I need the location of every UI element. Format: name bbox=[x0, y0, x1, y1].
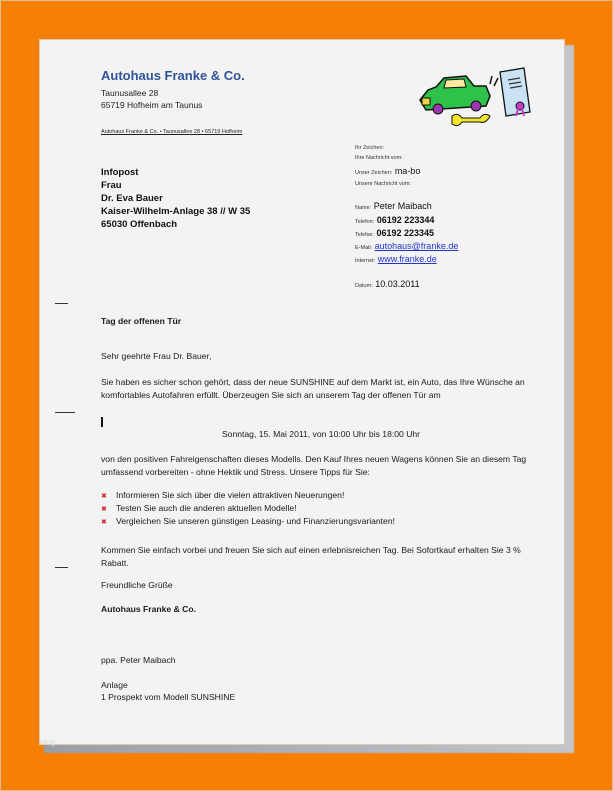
name-value: Peter Maibach bbox=[373, 201, 432, 211]
ihr-zeichen-row bbox=[355, 141, 384, 151]
salutation: Sehr geehrte Frau Dr. Bauer, bbox=[101, 351, 212, 361]
paragraph-offer: Kommen Sie einfach vorbei und freuen Sie sich auf einen erlebnisreichen Tag. Bei Sofortkauf erhalten Sie 3 % Rabatt. bbox=[101, 545, 521, 568]
recipient-line: Dr. Eva Bauer bbox=[101, 193, 163, 204]
telefax-label: Telefax: bbox=[355, 232, 374, 238]
signer-name: ppa. Peter Maibach bbox=[101, 655, 176, 665]
datum-value: 10.03.2011 bbox=[375, 279, 420, 289]
telefax-row bbox=[355, 228, 434, 238]
bullet-item: ✖ Informieren Sie sich über die vielen attraktiven Neuerungen! bbox=[101, 490, 345, 500]
sender-street: Taunusallee 28 bbox=[101, 88, 159, 98]
website-link[interactable]: www.franke.de bbox=[377, 254, 437, 264]
paragraph-details: von den positiven Fahreigenschaften dieses Modells. Den Kauf Ihres neuen Wagens können Sie an diesem Tag umfassend vorbereiten - ohne Hektik und Stress. Unsere Tipps für Sie: bbox=[101, 454, 527, 477]
enclosure-label: Anlage bbox=[101, 680, 128, 690]
enclosure-item: 1 Prospekt vom Modell SUNSHINE bbox=[101, 692, 236, 702]
recipient-line: Frau bbox=[101, 180, 122, 191]
bullet-x-icon: ✖ bbox=[101, 493, 107, 500]
fold-mark-bottom bbox=[55, 567, 68, 568]
unsere-nachricht-row bbox=[355, 177, 411, 187]
bullet-item: ✖ Testen Sie auch die anderen aktuellen Modelle! bbox=[101, 503, 297, 513]
bullet-x-icon: ✖ bbox=[101, 506, 107, 513]
paragraph-intro: Sie haben es sicher schon gehört, dass der neue SUNSHINE auf dem Markt ist, ein Auto, das Ihre Wünsche an komfortables Autofahren erfüllt. Überzeugen Sie sich an unserem Tag der offenen Tür am bbox=[101, 377, 525, 400]
email-row bbox=[355, 241, 458, 251]
signature-company: Autohaus Franke & Co. bbox=[101, 604, 197, 614]
company-name: Autohaus Franke & Co. bbox=[101, 68, 245, 83]
letter-page bbox=[39, 39, 565, 745]
closing: Freundliche Grüße bbox=[101, 580, 173, 590]
name-label: Name: bbox=[355, 205, 372, 211]
ihre-nachricht-label: Ihre Nachricht vom: bbox=[355, 155, 403, 161]
internet-label: Internet: bbox=[355, 258, 376, 264]
letter-subject: Tag der offenen Tür bbox=[101, 316, 182, 326]
telefon-label: Telefon: bbox=[355, 219, 375, 225]
watermark: blog bbox=[40, 738, 56, 747]
text-cursor bbox=[101, 417, 103, 427]
telefon-row bbox=[355, 215, 434, 225]
punch-mark bbox=[55, 412, 75, 413]
ihre-nachricht-row bbox=[355, 151, 403, 161]
datum-row bbox=[355, 279, 420, 289]
unsere-nachricht-label: Unsere Nachricht vom: bbox=[355, 181, 411, 187]
recipient-line: Infopost bbox=[101, 167, 139, 178]
bullet-item: ✖ Vergleichen Sie unseren günstigen Leasing- und Finanzierungsvarianten! bbox=[101, 516, 396, 526]
recipient-line: 65030 Offenbach bbox=[101, 219, 178, 230]
return-address-line: Autohaus Franke & Co. • Taunusallee 28 • 65719 Hofheim bbox=[101, 129, 243, 135]
datum-label: Datum: bbox=[355, 283, 373, 289]
internet-row bbox=[355, 254, 437, 264]
event-date-line: Sonntag, 15. Mai 2011, von 10:00 Uhr bis 18:00 Uhr bbox=[221, 429, 421, 439]
unser-zeichen-label: Unser Zeichen: bbox=[355, 170, 393, 176]
sender-city: 65719 Hofheim am Taunus bbox=[101, 100, 203, 110]
email-link[interactable]: autohaus@franke.de bbox=[374, 241, 459, 251]
fold-mark-top bbox=[55, 303, 68, 304]
car-repair-clipart-icon bbox=[414, 66, 532, 128]
recipient-line: Kaiser-Wilhelm-Anlage 38 // W 35 bbox=[101, 206, 251, 217]
email-label: E-Mail: bbox=[355, 245, 373, 251]
name-row bbox=[355, 201, 432, 211]
bullet-x-icon: ✖ bbox=[101, 519, 107, 526]
unser-zeichen-row bbox=[355, 166, 420, 176]
unser-zeichen-value: ma-bo bbox=[394, 166, 421, 176]
telefax-value: 06192 223345 bbox=[376, 228, 435, 238]
ihr-zeichen-label: Ihr Zeichen: bbox=[355, 145, 385, 151]
telefon-value: 06192 223344 bbox=[376, 215, 435, 225]
